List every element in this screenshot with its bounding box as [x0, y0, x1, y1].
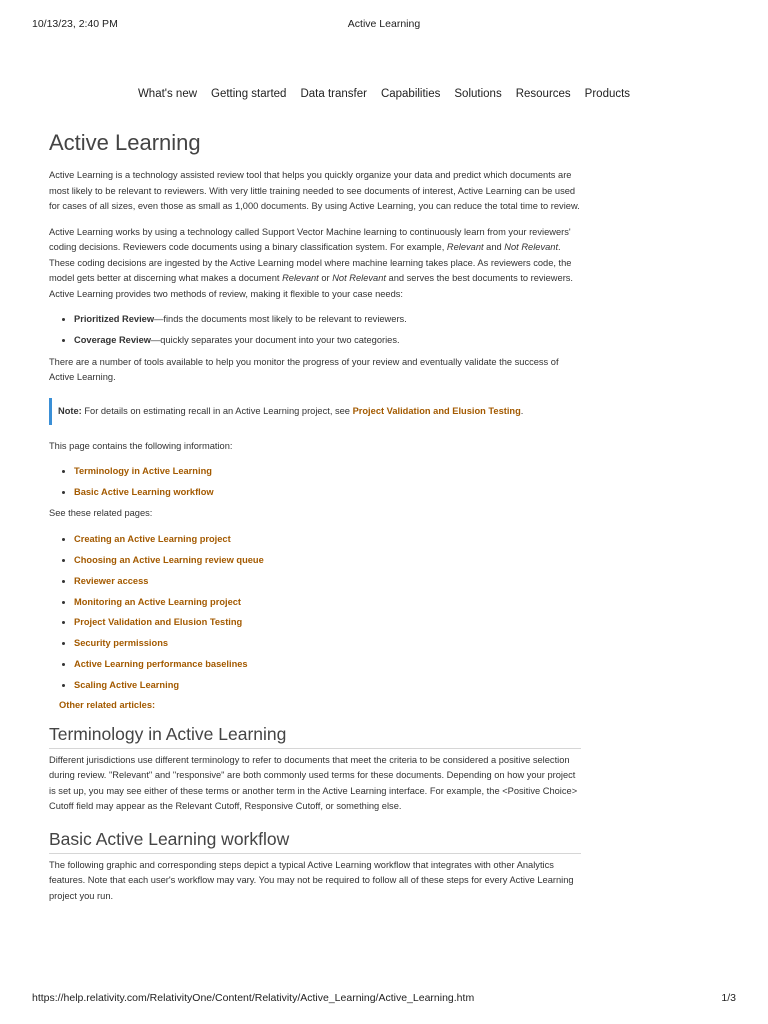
link-creating-project[interactable]: Creating an Active Learning project	[74, 533, 231, 544]
list-item: • Coverage Review—quickly separates your document into your two categories.	[74, 333, 581, 349]
nav-item-products[interactable]: Products	[584, 88, 631, 100]
list-item	[74, 485, 581, 501]
list-item	[74, 636, 581, 652]
list-item	[74, 615, 581, 631]
workflow-heading: Basic Active Learning workflow	[49, 827, 581, 854]
print-footer	[32, 992, 736, 1006]
intro-paragraph-1: Active Learning is a technology assisted review tool that helps you quickly organize your data and predict which documents are most likely to be relevant to reviewers. With very little training needed to see documents of interest, Active Learning can be used for cases of all sizes, even those as small as 1,000 documents. By using Active Learning, you can reduce the total time to review.	[49, 170, 580, 211]
link-reviewer-access[interactable]: Reviewer access	[74, 575, 149, 586]
related-links-list	[49, 532, 581, 694]
link-terminology[interactable]: Terminology in Active Learning	[74, 466, 212, 476]
nav-item-data-transfer[interactable]: Data transfer	[300, 88, 367, 100]
list-item	[74, 678, 581, 694]
terminology-text: Different jurisdictions use different terminology to refer to documents that meet the criteria to be considered a positive selection during review. "Relevant" and "responsive" are both commonly used terms for these documents. Depending on how your project is set up, you may see either of these terms or another term in the Active Learning interface. For example, the <Positive Choice> Cutoff field may appear as the Relevant Cutoff, Responsive Cutoff, or something else.	[49, 754, 578, 812]
page-title: Active Learning	[49, 130, 201, 155]
print-url: https://help.relativity.com/RelativityOne/Content/Relativity/Active_Learning/Active_Learning.htm	[32, 992, 475, 1004]
list-item	[74, 532, 581, 548]
top-nav	[0, 88, 768, 100]
list-item	[74, 595, 581, 611]
intro-paragraph-2: Active Learning works by using a technology called Support Vector Machine learning to continuously learn from your reviewers' coding decisions. Reviewers code documents using a binary classification system. For example, Relevant and Not Relevant. These coding decisions are ingested by the Active Learning model where machine learning takes place. As reviewers code, the model gets better at discerning what makes a document Relevant or Not Relevant and serves the best documents to reviewers. Active Learning provides two methods of review, making it flexible to your case needs:	[49, 226, 574, 299]
link-project-validation[interactable]: Project Validation and Elusion Testing	[74, 617, 243, 628]
print-title: Active Learning	[347, 18, 421, 30]
note-label: Note:	[58, 405, 82, 416]
link-monitoring-project[interactable]: Monitoring an Active Learning project	[74, 596, 242, 607]
link-performance-baselines[interactable]: Active Learning performance baselines	[74, 659, 248, 670]
link-basic-workflow[interactable]: Basic Active Learning workflow	[74, 486, 214, 497]
tools-paragraph: There are a number of tools available to help you monitor the progress of your review and eventually validate the success of Active Learning.	[49, 356, 559, 382]
nav-item-solutions[interactable]: Solutions	[454, 88, 502, 100]
link-choosing-queue[interactable]: Choosing an Active Learning review queue	[74, 554, 264, 565]
other-related-articles[interactable]: Other related articles:	[59, 699, 156, 710]
review-methods-list	[49, 312, 581, 349]
list-item	[74, 574, 581, 590]
note-callout: Note: For details on estimating recall in an Active Learning project, see Project Validation and Elusion Testing.	[49, 398, 581, 425]
nav-item-capabilities[interactable]: Capabilities	[380, 88, 441, 100]
contains-label: This page contains the following information:	[49, 440, 233, 451]
workflow-section	[49, 827, 581, 905]
nav-item-whats-new[interactable]: What's new	[137, 88, 198, 100]
link-security-permissions[interactable]: Security permissions	[74, 638, 169, 649]
list-item	[74, 657, 581, 673]
list-item: • Prioritized Review—finds the documents most likely to be relevant to reviewers.	[74, 312, 581, 328]
list-item	[74, 464, 581, 480]
note-link[interactable]: Project Validation and Elusion Testing	[352, 405, 521, 416]
print-timestamp: 10/13/23, 2:40 PM	[32, 18, 118, 30]
terminology-section	[49, 722, 581, 815]
page-number: 1/3	[721, 992, 736, 1004]
terminology-heading: Terminology in Active Learning	[49, 722, 581, 749]
list-item	[74, 553, 581, 569]
nav-item-resources[interactable]: Resources	[515, 88, 571, 100]
print-header	[32, 18, 736, 32]
contains-links-list	[49, 464, 581, 500]
nav-item-getting-started[interactable]: Getting started	[211, 88, 287, 100]
main-content	[49, 128, 581, 916]
workflow-text: The following graphic and corresponding steps depict a typical Active Learning workflow that integrates with other Analytics features. Note that each user's workflow may vary. You may not be required to follow all of these steps for every Active Learning project you run.	[49, 859, 574, 901]
related-label: See these related pages:	[49, 508, 153, 519]
link-scaling[interactable]: Scaling Active Learning	[74, 680, 180, 691]
